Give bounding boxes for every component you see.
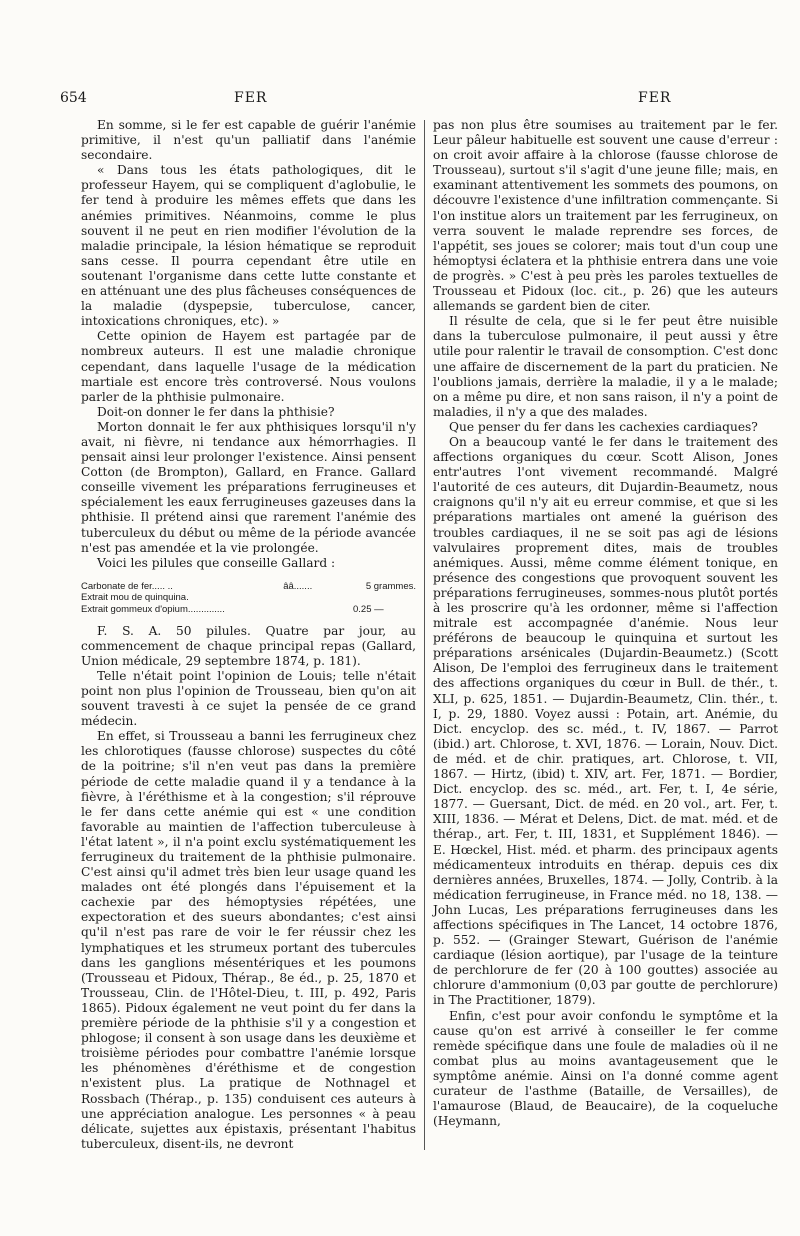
paragraph: On a beaucoup vanté le fer dans le traitement des affections organiques du cœur. Scott Alison, Jones entr'autres l'ont vivement recommandé. Malgré l'autorité de ces auteurs, dit Dujardin-Beaumetz, nous craignons qu'il n'y ait eu erreur commise, et que si les préparations martiales ont amené la guérison des troubles cardiaques, il ne se soit pas agi de lésions valvulaires proprement dites, mais de troubles anémiques. Aussi, même comme élément tonique, en présence des congestions que provoquent souvent les préparations ferrugineuses, sommes-nous plutôt portés à les proscrire qu'à les ordonner, même si l'affection mitrale est accompagnée d'anémie. Nous leur préférons de beaucoup le quinquina et surtout les préparations arsénicales (Dujardin-Beaumetz.) (Scott Alison, De l'emploi des ferrugineux dans le traitement des affections organiques du cœur in Bull. de thér., t. XLI, p. 625, 1851. — Dujardin-Beaumetz, Clin. thér., t. I, p. 29, 1880. Voyez aussi : Potain, art. Anémie, du Dict. encyclop. des sc. méd., t. IV, 1867. — Parrot (ibid.) art. Chlorose, t. XVI, 1876. — Lorain, Nouv. Dict. de méd. et de chir. pratiques, art. Chlorose, t. VII, 1867. — Hirtz, (ibid) t. XIV, art. Fer, 1871. — Bordier, Dict. encyclop. des sc. méd., art. Fer, t. I, 4e série, 1877. — Guersant, Dict. de méd. en 20 vol., art. Fer, t. XIII, 1836. — Mérat et Delens, Dict. de mat. méd. et de thérap., art. Fer, t. III, 1831, et Supplément 1846). — E. Hœckel, Hist. méd. et pharm. des principaux agents médicamenteux introduits en thérap. depuis ces dix dernières années, Bruxelles, 1874. — Jolly, Contrib. à la médication ferrugineuse, in France méd. no 18, 138. — John Lucas, Les préparations ferrugineuses dans les affections spécifiques in The Lancet, 14 octobre 1876, p. 552. — (Grainger Stewart, Guérison de l'anémie cardiaque (lésion aortique), par l'usage de la teinture de perchlorure de fer (20 à 100 gouttes) associée au chlorure d'ammonium (0,03 par goutte de perchlorure) in The Practitioner, 1879). — [433, 434, 778, 1008]
paragraph: En effet, si Trousseau a banni les ferrugineux chez les chlorotiques (fausse chlorose) suspectes du côté de la poitrine; s'il n'en veut pas dans la première période de cette maladie quand il y a tendance à la fièvre, à l'éréthisme et à la congestion; s'il réprouve le fer dans cette anémie qui est « une condition favorable au maintien de l'affection tuberculeuse à l'état latent », il n'a point exclu systématiquement les ferrugineux du traitement de la phthisie pulmonaire. C'est ainsi qu'il admet très bien leur usage quand les malades ont été plongés dans l'épuisement et la cachexie par des hémoptysies répétées, une expectoration et des sueurs abondantes; c'est ainsi qu'il n'est pas rare de voir le fer réussir chez les lymphatiques et les strumeux portant des tubercules dans les ganglions mésentériques et les poumons (Trousseau et Pidoux, Thérap., 8e éd., p. 25, 1870 et Trousseau, Clin. de l'Hôtel-Dieu, t. III, p. 492, Paris 1865). Pidoux également ne veut point du fer dans la première période de la phthisie s'il y a congestion et phlogose; il consent à son usage dans les deuxième et troisième périodes pour combattre l'anémie lorsque les phénomènes d'éréthisme et de congestion n'existent plus. La pratique de Nothnagel et Rossbach (Thérap., p. 135) conduisent ces auteurs à une appréciation analogue. Les personnes « à peau délicate, sujettes aux épistaxis, présentant l'habitus tuberculeux, disent-ils, ne devront — [81, 729, 416, 1151]
paragraph: pas non plus être soumises au traitement par le fer. Leur pâleur habituelle est souvent une cause d'erreur : on croit avoir affaire à la chlorose (fausse chlorose de Trousseau), surtout s'il s'agit d'une jeune fille; mais, en examinant attentivement les sommets des poumons, on découvre l'existence d'une infiltration commençante. Si l'on institue alors un traitement par les ferrugineux, on verra souvent le malade reprendre ses forces, de l'appétit, ses joues se colorer; mais tout d'un coup une hémoptysi éclatera et la phthisie entrera dans une voie de progrès. » C'est à peu près les paroles textuelles de Trousseau et Pidoux (loc. cit., p. 26) que les auteurs allemands se gardent bien de citer. — [433, 118, 778, 314]
paragraph: Telle n'était point l'opinion de Louis; telle n'était point non plus l'opinion de Trousseau, bien qu'on ait souvent travesti à ce sujet la pensée de ce grand médecin. — [81, 668, 416, 729]
left-column — [81, 118, 416, 1152]
running-head-left: FER — [234, 90, 268, 106]
paragraph: En somme, si le fer est capable de guérir l'anémie primitive, il n'est qu'un palliatif dans l'anémie secondaire. — [81, 118, 416, 163]
formula-ingredient: Carbonate de fer..... .. — [81, 580, 173, 592]
right-column — [433, 118, 778, 1129]
formula-aa: ââ....... — [283, 580, 313, 592]
formula-dose: 5 grammes. — [365, 580, 416, 592]
column-divider — [424, 120, 425, 1150]
formula-ingredient: Extrait gommeux d'opium.............. — [81, 604, 225, 615]
paragraph: Il résulte de cela, que si le fer peut être nuisible dans la tuberculose pulmonaire, il peut aussi y être utile pour ralentir le travail de consomption. C'est donc une affaire de discernement de la part du praticien. Ne l'oublions jamais, derrière la maladie, il y a le malade; on a même pu dire, et non sans raison, il n'y a point de maladies, il n'y a que des malades. — [433, 314, 778, 419]
paragraph: « Dans tous les états pathologiques, dit le professeur Hayem, qui se compliquent d'aglobulie, le fer tend à produire les mêmes effets que dans les anémies primitives. Néanmoins, comme le plus souvent il ne peut en rien modifier l'évolution de la maladie principale, la lésion hématique se reproduit sans cesse. Il pourra cependant être utile en soutenant l'organisme dans cette lutte constante et en atténuant une des plus fâcheuses conséquences de la maladie (dyspepsie, tuberculose, cancer, intoxications chroniques, etc). » — [81, 163, 416, 329]
paragraph: Doit-on donner le fer dans la phthisie? — [97, 404, 335, 419]
running-head-right: FER — [638, 90, 672, 106]
paragraph: Morton donnait le fer aux phthisiques lorsqu'il n'y avait, ni fièvre, ni tendance aux hémorrhagies. Il pensait ainsi leur prolonger l'existence. Ainsi pensent Cotton (de Brompton), Gallard, en France. Gallard conseille vivement les préparations ferrugineuses et spécialement les eaux ferrugineuses gazeuses dans la phthisie. Il prétend ainsi que rarement l'anémie des tuberculeux du début ou même de la période avancée n'est pas amendée et la vie prolongée. — [81, 419, 416, 555]
formula-ingredient: Extrait mou de quinquina. — [81, 592, 189, 604]
paragraph: F. S. A. 50 pilules. Quatre par jour, au commencement de chaque principal repas (Gallard, Union médicale, 29 septembre 1874, p. 181). — [81, 623, 416, 668]
formula-dose: 0.25 — — [353, 604, 384, 615]
page-number: 654 — [60, 90, 87, 106]
page-header — [60, 90, 770, 110]
pill-formula — [81, 581, 416, 616]
paragraph: Que penser du fer dans les cachexies cardiaques? — [449, 419, 758, 434]
formula-row — [81, 592, 416, 604]
formula-row — [81, 581, 416, 593]
formula-row — [81, 604, 416, 616]
paragraph: Voici les pilules que conseille Gallard : — [97, 555, 336, 570]
paragraph: Cette opinion de Hayem est partagée par de nombreux auteurs. Il est une maladie chronique cependant, dans laquelle l'usage de la médication martiale est encore très controversé. Nous voulons parler de la phthisie pulmonaire. — [81, 329, 416, 404]
paragraph: Enfin, c'est pour avoir confondu le symptôme et la cause qu'on est arrivé à conseiller le fer comme remède spécifique dans une foule de maladies où il ne combat plus au moins avantageusement que le symptôme anémie. Ainsi on l'a donné comme agent curateur de l'asthme (Bataille, de Versailles), de l'amaurose (Blaud, de Beaucaire), de la coqueluche (Heymann, — [433, 1008, 778, 1129]
